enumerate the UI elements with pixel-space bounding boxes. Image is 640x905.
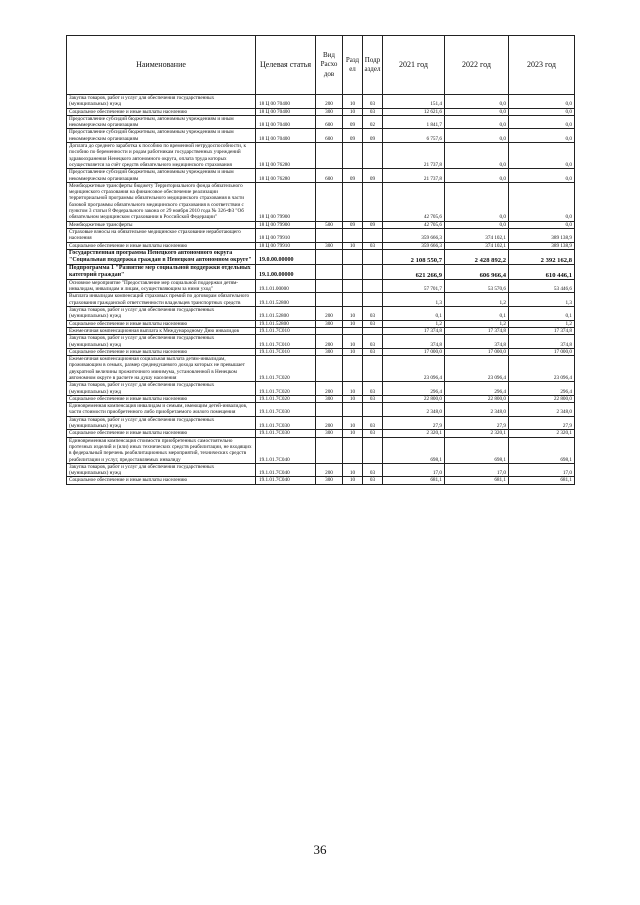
cell-amount-2022: 374 102,1 [445, 242, 509, 249]
cell-expense-type: 200 [316, 463, 343, 477]
cell-amount-2022: 0,0 [445, 108, 509, 115]
cell-amount-2021: 6 757,6 [383, 129, 445, 143]
cell-section: 10 [343, 416, 363, 430]
cell-amount-2022: 0,0 [445, 182, 509, 221]
cell-amount-2021: 359 666,3 [383, 228, 445, 242]
cell-amount-2021: 17 000,0 [383, 348, 445, 355]
cell-amount-2022: 17 000,0 [445, 348, 509, 355]
cell-name: Социальное обеспечение и иные выплаты населению [67, 320, 256, 327]
cell-amount-2021: 2 108 550,7 [383, 249, 445, 264]
cell-amount-2022: 374,8 [445, 335, 509, 349]
cell-expense-type [316, 228, 343, 242]
page-number: 36 [313, 842, 327, 857]
cell-section [343, 228, 363, 242]
cell-expense-type [316, 264, 343, 279]
cell-subsection [363, 182, 383, 221]
cell-amount-2021: 374,8 [383, 335, 445, 349]
cell-amount-2021: 621 266,9 [383, 264, 445, 279]
cell-name: Предоставление субсидий бюджетным, автономным учреждениям и иным некоммерческим организациям [67, 129, 256, 143]
header-name: Наименование [67, 36, 256, 95]
cell-target-article: 18 Ц 00 76280 [256, 169, 316, 183]
cell-amount-2023: 389 138,9 [509, 228, 575, 242]
cell-section [343, 279, 363, 293]
cell-subsection [363, 293, 383, 307]
cell-expense-type [316, 356, 343, 382]
cell-section: 10 [343, 335, 363, 349]
cell-expense-type: 200 [316, 335, 343, 349]
header-section: Разд ел [343, 36, 363, 95]
cell-amount-2021: 12 621,6 [383, 108, 445, 115]
cell-expense-type [316, 279, 343, 293]
cell-amount-2023: 53 446,6 [509, 279, 575, 293]
cell-target-article: 19.1.01.7С020 [256, 395, 316, 402]
cell-subsection [363, 279, 383, 293]
cell-amount-2023: 23 096,4 [509, 356, 575, 382]
cell-expense-type [316, 249, 343, 264]
cell-name: Закупка товаров, работ и услуг для обеспечения государственных (муниципальных) нужд [67, 95, 256, 109]
cell-amount-2022: 0,0 [445, 169, 509, 183]
cell-subsection [363, 249, 383, 264]
cell-target-article: 18 Ц 00 79910 [256, 242, 316, 249]
cell-expense-type: 600 [316, 129, 343, 143]
cell-target-article: 19.1.01.7С010 [256, 348, 316, 355]
cell-section [343, 249, 363, 264]
cell-amount-2023: 698,1 [509, 437, 575, 463]
cell-target-article: 19.1.01.7С040 [256, 477, 316, 484]
cell-amount-2021: 42 705,6 [383, 182, 445, 221]
cell-amount-2021: 42 705,6 [383, 221, 445, 228]
cell-expense-type: 200 [316, 307, 343, 321]
cell-amount-2022: 2 348,0 [445, 403, 509, 417]
cell-amount-2023: 0,0 [509, 169, 575, 183]
cell-name: Предоставление субсидий бюджетным, автономным учреждениям и иным некоммерческим организациям [67, 169, 256, 183]
cell-amount-2022: 374 102,1 [445, 228, 509, 242]
cell-name: Подпрограмма 1 "Развитие мер социальной поддержки отдельных категорий граждан" [67, 264, 256, 279]
cell-target-article: 19.1.01.7С010 [256, 335, 316, 349]
cell-name: Государственная программа Ненецкого автономного округа "Социальная поддержка граждан в Ненецком автономном округе" [67, 249, 256, 264]
cell-expense-type: 300 [316, 348, 343, 355]
cell-expense-type: 500 [316, 221, 343, 228]
cell-subsection: 09 [363, 129, 383, 143]
cell-target-article: 19.1.01.52800 [256, 320, 316, 327]
cell-amount-2023: 0,0 [509, 115, 575, 129]
table-header-row [67, 36, 575, 95]
cell-amount-2021: 2 348,0 [383, 403, 445, 417]
header-year-2021: 2021 год [383, 36, 445, 95]
table-row [67, 463, 575, 477]
cell-section [343, 327, 363, 334]
cell-target-article: 19.1.01.7С040 [256, 463, 316, 477]
table-row [67, 95, 575, 109]
cell-name: Социальное обеспечение и иные выплаты населению [67, 395, 256, 402]
cell-amount-2023: 374,8 [509, 335, 575, 349]
cell-subsection: 03 [363, 477, 383, 484]
cell-amount-2022: 17,0 [445, 463, 509, 477]
cell-section: 10 [343, 320, 363, 327]
cell-amount-2022: 0,0 [445, 115, 509, 129]
cell-section [343, 264, 363, 279]
cell-amount-2021: 22 800,0 [383, 395, 445, 402]
cell-target-article: 19.1.01.7С010 [256, 327, 316, 334]
cell-section: 09 [343, 115, 363, 129]
cell-expense-type: 300 [316, 242, 343, 249]
cell-subsection [363, 228, 383, 242]
cell-amount-2022: 23 096,4 [445, 356, 509, 382]
cell-subsection [363, 437, 383, 463]
cell-name: Закупка товаров, работ и услуг для обеспечения государственных (муниципальных) нужд [67, 416, 256, 430]
cell-amount-2021: 27,9 [383, 416, 445, 430]
cell-target-article: 19.1.01.7С020 [256, 382, 316, 396]
cell-subsection: 09 [363, 169, 383, 183]
cell-amount-2021: 1 841,7 [383, 115, 445, 129]
table-body [67, 95, 575, 485]
cell-target-article: 18 Ц 00 70400 [256, 129, 316, 143]
cell-section: 10 [343, 95, 363, 109]
cell-amount-2022: 2 320,1 [445, 430, 509, 437]
cell-amount-2023: 1,2 [509, 320, 575, 327]
cell-target-article: 19.1.01.00000 [256, 279, 316, 293]
table-row [67, 307, 575, 321]
cell-subsection: 03 [363, 320, 383, 327]
cell-subsection: 03 [363, 335, 383, 349]
cell-amount-2021: 1,3 [383, 293, 445, 307]
cell-amount-2022: 681,1 [445, 477, 509, 484]
table-row [67, 169, 575, 183]
cell-name: Межбюджетные трансферты [67, 221, 256, 228]
cell-amount-2022: 1,2 [445, 320, 509, 327]
cell-subsection: 03 [363, 430, 383, 437]
cell-amount-2023: 296,4 [509, 382, 575, 396]
table-row [67, 115, 575, 129]
cell-target-article: 19.1.01.7С030 [256, 403, 316, 417]
cell-target-article: 19.1.01.52800 [256, 307, 316, 321]
cell-amount-2023: 1,3 [509, 293, 575, 307]
table-row [67, 335, 575, 349]
cell-subsection: 03 [363, 242, 383, 249]
cell-target-article: 19.1.01.7С030 [256, 416, 316, 430]
cell-amount-2022: 0,0 [445, 221, 509, 228]
cell-name: Основное мероприятие "Предоставление мер социальной поддержки детям-инвалидам, инвалидам и лицам, осуществляющим за ними уход" [67, 279, 256, 293]
table-row [67, 430, 575, 437]
cell-name: Доплата до среднего заработка к пособию по временной нетрудоспособности, к пособию по беременности и родам работникам государственных учреждений здравоохранения Ненецкого автономного округа, оплата труда которых осуществляется за счёт средств обязательного медицинского страхования [67, 143, 256, 169]
cell-subsection: 03 [363, 108, 383, 115]
cell-amount-2023: 2 392 162,8 [509, 249, 575, 264]
cell-name: Выплата инвалидам компенсаций страховых премий по договорам обязательного страхования гражданской ответственности владельцев транспортных средств [67, 293, 256, 307]
cell-amount-2022: 17 374,8 [445, 327, 509, 334]
cell-name: Единовременная компенсация стоимости приобретенных самостоятельно протезных изделий и (или) иных технических средств реабилитации, не входящих в федеральный перечень реабилитационных мероприятий, технических средств реабилитации и услуг, предоставляемых инвалиду [67, 437, 256, 463]
cell-section: 09 [343, 221, 363, 228]
cell-section: 10 [343, 242, 363, 249]
cell-target-article: 19.1.01.7С030 [256, 430, 316, 437]
cell-subsection: 02 [363, 115, 383, 129]
table-row [67, 416, 575, 430]
cell-section [343, 403, 363, 417]
cell-name: Единовременная компенсация инвалидам и семьям, имеющим детей-инвалидов, части стоимости приобретенного либо приобретаемого жилого помещения [67, 403, 256, 417]
cell-subsection [363, 143, 383, 169]
cell-amount-2023: 2 320,1 [509, 430, 575, 437]
cell-name: Социальное обеспечение и иные выплаты населению [67, 477, 256, 484]
cell-subsection: 03 [363, 95, 383, 109]
cell-amount-2023: 389 138,9 [509, 242, 575, 249]
cell-subsection: 03 [363, 382, 383, 396]
cell-name: Межбюджетные трансферты бюджету Территориального фонда обязательного медицинского страхования на финансовое обеспечение реализации территориальной программы обязательного медицинского страхования в части базовой программы обязательного медицинского страхования в соответствии с пунктом 3 статьи 8 Федерального закона от 29 ноября 2010 года № 326-ФЗ "Об обязательном медицинском страховании в Российской Федерации" [67, 182, 256, 221]
cell-amount-2023: 17,0 [509, 463, 575, 477]
cell-expense-type: 300 [316, 430, 343, 437]
header-subsection: Подр аздел [363, 36, 383, 95]
cell-target-article: 19.0.00.00000 [256, 249, 316, 264]
cell-amount-2021: 23 096,4 [383, 356, 445, 382]
cell-name: Закупка товаров, работ и услуг для обеспечения государственных (муниципальных) нужд [67, 335, 256, 349]
table-row [67, 242, 575, 249]
table-row [67, 143, 575, 169]
cell-name: Ежемесячная компенсационная социальная выплата детям-инвалидам, проживающим в семьях, размер среднедушевого дохода которых не превышает двукратной величины прожиточного минимума, установленной в Ненецком автономном округе в расчете на душу населения [67, 356, 256, 382]
cell-amount-2023: 0,0 [509, 129, 575, 143]
cell-name: Ежемесячная компенсационная выплата к Международному Дню инвалидов [67, 327, 256, 334]
cell-amount-2022: 1,2 [445, 293, 509, 307]
cell-section: 10 [343, 108, 363, 115]
cell-subsection: 03 [363, 348, 383, 355]
table-row [67, 279, 575, 293]
cell-subsection [363, 264, 383, 279]
cell-section: 10 [343, 395, 363, 402]
cell-amount-2021: 359 666,3 [383, 242, 445, 249]
cell-target-article: 18 Ц 00 70400 [256, 115, 316, 129]
table-row [67, 228, 575, 242]
cell-name: Закупка товаров, работ и услуг для обеспечения государственных (муниципальных) нужд [67, 382, 256, 396]
cell-expense-type [316, 437, 343, 463]
cell-amount-2023: 0,0 [509, 95, 575, 109]
cell-amount-2021: 2 320,1 [383, 430, 445, 437]
cell-amount-2021: 1,2 [383, 320, 445, 327]
cell-amount-2021: 698,1 [383, 437, 445, 463]
cell-target-article: 18 Ц 00 70400 [256, 108, 316, 115]
cell-subsection: 03 [363, 307, 383, 321]
table-row [67, 182, 575, 221]
table-row [67, 129, 575, 143]
cell-amount-2023: 0,1 [509, 307, 575, 321]
cell-amount-2022: 296,4 [445, 382, 509, 396]
cell-expense-type [316, 182, 343, 221]
cell-amount-2023: 0,0 [509, 221, 575, 228]
cell-amount-2022: 22 800,0 [445, 395, 509, 402]
table-row [67, 221, 575, 228]
cell-expense-type: 200 [316, 95, 343, 109]
table-row [67, 108, 575, 115]
cell-target-article: 18 Ц 00 79900 [256, 221, 316, 228]
table-row [67, 249, 575, 264]
cell-expense-type: 300 [316, 320, 343, 327]
cell-expense-type [316, 293, 343, 307]
cell-expense-type: 600 [316, 169, 343, 183]
cell-amount-2022: 27,9 [445, 416, 509, 430]
cell-expense-type [316, 143, 343, 169]
header-target-article: Целевая статья [256, 36, 316, 95]
cell-name: Социальное обеспечение и иные выплаты населению [67, 430, 256, 437]
table-row [67, 403, 575, 417]
cell-amount-2021: 17,0 [383, 463, 445, 477]
cell-target-article: 18 Ц 00 79900 [256, 182, 316, 221]
cell-expense-type: 300 [316, 477, 343, 484]
table-row [67, 327, 575, 334]
cell-expense-type: 200 [316, 416, 343, 430]
table-row [67, 293, 575, 307]
table-row [67, 477, 575, 484]
cell-target-article: 18 Ц 00 70400 [256, 95, 316, 109]
cell-subsection: 03 [363, 463, 383, 477]
cell-section: 10 [343, 463, 363, 477]
cell-amount-2022: 53 570,6 [445, 279, 509, 293]
cell-target-article: 19.1.00.00000 [256, 264, 316, 279]
cell-amount-2023: 681,1 [509, 477, 575, 484]
table-row [67, 437, 575, 463]
budget-table [66, 35, 575, 485]
cell-section: 09 [343, 129, 363, 143]
cell-amount-2021: 21 737,8 [383, 169, 445, 183]
cell-subsection [363, 327, 383, 334]
cell-amount-2021: 296,4 [383, 382, 445, 396]
cell-amount-2023: 2 348,0 [509, 403, 575, 417]
cell-target-article: 19.1.01.7С040 [256, 437, 316, 463]
cell-expense-type [316, 327, 343, 334]
header-year-2023: 2023 год [509, 36, 575, 95]
cell-section: 10 [343, 348, 363, 355]
cell-amount-2023: 17 000,0 [509, 348, 575, 355]
cell-target-article: 18 Ц 00 79910 [256, 228, 316, 242]
table-row [67, 395, 575, 402]
cell-target-article: 19.1.01.7С020 [256, 356, 316, 382]
cell-amount-2021: 151,4 [383, 95, 445, 109]
table-row [67, 348, 575, 355]
cell-amount-2021: 21 737,8 [383, 143, 445, 169]
cell-subsection: 03 [363, 395, 383, 402]
cell-amount-2023: 17 374,8 [509, 327, 575, 334]
cell-section: 10 [343, 307, 363, 321]
table-row [67, 264, 575, 279]
table-row [67, 320, 575, 327]
cell-amount-2021: 681,1 [383, 477, 445, 484]
cell-section [343, 182, 363, 221]
cell-subsection: 09 [363, 221, 383, 228]
cell-amount-2022: 698,1 [445, 437, 509, 463]
cell-section [343, 356, 363, 382]
cell-amount-2021: 57 701,7 [383, 279, 445, 293]
cell-amount-2021: 0,1 [383, 307, 445, 321]
cell-amount-2023: 610 446,1 [509, 264, 575, 279]
cell-amount-2022: 606 966,4 [445, 264, 509, 279]
cell-amount-2022: 0,0 [445, 95, 509, 109]
cell-section: 10 [343, 430, 363, 437]
cell-section [343, 143, 363, 169]
cell-amount-2022: 2 428 892,2 [445, 249, 509, 264]
cell-target-article: 19.1.01.52800 [256, 293, 316, 307]
cell-amount-2023: 22 800,0 [509, 395, 575, 402]
cell-amount-2023: 0,0 [509, 143, 575, 169]
cell-amount-2023: 0,0 [509, 182, 575, 221]
cell-expense-type: 200 [316, 382, 343, 396]
cell-amount-2022: 0,1 [445, 307, 509, 321]
cell-amount-2023: 27,9 [509, 416, 575, 430]
cell-section [343, 293, 363, 307]
cell-section: 09 [343, 169, 363, 183]
budget-table-sheet [66, 35, 574, 485]
cell-expense-type: 300 [316, 108, 343, 115]
cell-expense-type: 300 [316, 395, 343, 402]
cell-subsection [363, 403, 383, 417]
cell-target-article: 18 Ц 00 76280 [256, 143, 316, 169]
cell-name: Закупка товаров, работ и услуг для обеспечения государственных (муниципальных) нужд [67, 463, 256, 477]
cell-section: 10 [343, 382, 363, 396]
cell-name: Закупка товаров, работ и услуг для обеспечения государственных (муниципальных) нужд [67, 307, 256, 321]
header-year-2022: 2022 год [445, 36, 509, 95]
cell-amount-2023: 0,0 [509, 108, 575, 115]
table-row [67, 382, 575, 396]
cell-name: Предоставление субсидий бюджетным, автономным учреждениям и иным некоммерческим организациям [67, 115, 256, 129]
cell-section [343, 437, 363, 463]
cell-name: Социальное обеспечение и иные выплаты населению [67, 108, 256, 115]
cell-subsection [363, 356, 383, 382]
cell-expense-type [316, 403, 343, 417]
cell-subsection: 03 [363, 416, 383, 430]
cell-amount-2021: 17 374,8 [383, 327, 445, 334]
cell-amount-2022: 0,0 [445, 143, 509, 169]
cell-section: 10 [343, 477, 363, 484]
cell-expense-type: 600 [316, 115, 343, 129]
table-row [67, 356, 575, 382]
cell-name: Страховые взносы на обязательное медицинское страхование неработающего населения [67, 228, 256, 242]
header-expense-type: Вид Расхо дов [316, 36, 343, 95]
cell-name: Социальное обеспечение и иные выплаты населению [67, 242, 256, 249]
cell-amount-2022: 0,0 [445, 129, 509, 143]
cell-name: Социальное обеспечение и иные выплаты населению [67, 348, 256, 355]
